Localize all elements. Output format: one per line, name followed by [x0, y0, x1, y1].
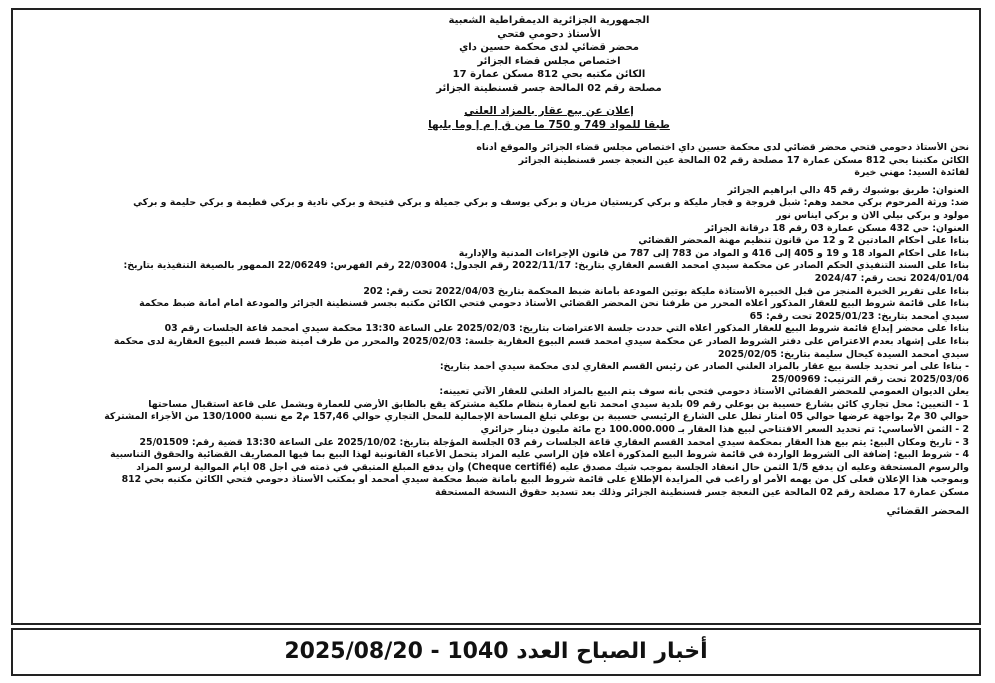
- body-line: - بناءا على أمر تحديد جلسة بيع عقار بالمزاد العلني الصادر عن رئيس القسم العقاري لدى محكمة سيدي أحمد بتاريخ:: [439, 361, 969, 373]
- body-line: 4 - شروط البيع: إضافة الى الشروط الواردة في قائمة شروط البيع المذكورة أعلاه فإن الراسي عليه المزاد يتحمل الأعباء القانونية لهذا البيع بما فيها المصاريف القضائية والحقوق التناسبية: [110, 449, 969, 461]
- body-line: لفائدة السيد: مهني خيرة: [854, 167, 969, 179]
- body-line: 2 - الثمن الأساسي: تم تحديد السعر الافتتاحي لبيع هذا العقار بـ 100.000.000 دج مائة مليون دينار جزائري: [480, 424, 969, 436]
- header-line: الكائن مكتبه بحي 812 مسكن عمارة 17: [452, 69, 646, 80]
- body-line: سيدي أمحمد بتاريخ: 2025/01/23 تحت رقم: 65: [749, 310, 969, 322]
- signature: المحضر القضائي: [886, 505, 969, 517]
- body-line: حوالي 30 م2 بواجهة عرضها حوالي 05 أمتار تطل على الشارع الرئيسي حسيبة بن بوعلي تبلغ المساحة الإجمالية للمحل التجاري حوالي 157,46 م2 مع نسبة 130/1000 من الأجزاء المشتركة: [104, 411, 969, 423]
- notice-header: [369, 14, 729, 95]
- body-line: بناءا على قائمة شروط البيع للعقار المذكور أعلاه المحرر من طرفنا نحن المحضر القضائي الأستاذ دحومي فتحي الكائن مكتبه بجسر قسنطينة الجزائر والمودعة أمام أمانة ضبط محكمة: [139, 298, 969, 310]
- body-line: وبموجب هذا الإعلان فعلى كل من يهمه الأمر أو راغب في المزايدة الإطلاع على قائمة شروط البيع بأمانة ضبط محكمة سيدي أمحمد أو بمكتب الأستاذ دحومي فتحي الكائن مكتبه بحي 812: [121, 474, 969, 486]
- body-line: 3 - تاريخ ومكان البيع: يتم بيع هذا العقار بمحكمة سيدي أمحمد القسم العقاري قاعة الجلسات رقم 03 الجلسة المؤجلة بتاريخ: 2025/10/02 على الساعة 13:30 قضية رقم: 25/01509: [139, 436, 969, 448]
- body-line: بناءا على إشهاد بعدم الاعتراض على دفتر الشروط الصادر عن محكمة سيدي امحمد قسم البيوع العقارية جلسة: 2025/02/03 والمحرر من طرف أمينة ضبط قسم البيوع العقارية لدى محكمة: [113, 335, 969, 347]
- newspaper-footer: أخبار الصباح العدد 1040 - 2025/08/20: [11, 628, 981, 676]
- header-line: الأستاذ دحومي فتحي: [497, 28, 601, 40]
- body-line: والرسوم المستحقة وعليه أن يدفع 1/5 الثمن حال انعقاد الجلسة بموجب شيك مصدق عليه (Cheque certifié) وأن يدفع المبلغ المتبقي في ذمته في أجل 08 أيام الموالية لرسو المزاد: [136, 461, 969, 473]
- notice-title: [369, 104, 729, 132]
- legal-notice-frame: [11, 8, 981, 625]
- body-line: بناءا على السند التنفيذي الحكم الصادر عن محكمة سيدي امحمد القسم العقاري بتاريخ: 2022/11/17 رقم الجدول: 22/03004 رقم الفهرس: 22/06249 الممهور بالصيغة التنفيذية بتاريخ:: [123, 260, 969, 272]
- body-line: ضد: ورثة المرحوم بركي محمد وهم: شبل فروجة و قجار مليكة و بركي كريستيان مزيان و بركي يوسف و بركي جميلة و بركي فتيحة و بركي نادية و بركي فطيمة و بركي حليمة و بركي: [133, 197, 969, 209]
- header-line: الجمهورية الجزائرية الديمقراطية الشعبية: [448, 15, 650, 26]
- body-line: بناءا على تقرير الخبرة المنجز من قبل الخبيرة الأستاذة مليكة بوتين المودعة بأمانة ضبط المحكمة بتاريخ 2022/04/03 تحت رقم: 202: [363, 285, 969, 297]
- body-line: الكائن مكتبنا بحي 812 مسكن عمارة 17 مصلحة رقم 02 المالحة عين النعجة جسر قسنطينة الجزائر: [518, 154, 969, 166]
- body-line: العنوان: حي 432 مسكن عمارة 03 رقم 18 درقانة الجزائر: [704, 222, 969, 234]
- body-line: سيدي أمحمد السيدة كيحال سليمة بتاريخ: 2025/02/05: [717, 348, 969, 360]
- body-line: 2024/01/04 تحت رقم: 2024/47: [814, 272, 969, 284]
- body-line: مسكن عمارة 17 مصلحة رقم 02 المالحة عين النعجة جسر قسنطينة الجزائر وذلك بعد تسديد حقوق النسخة المستحقة: [434, 487, 969, 499]
- notice-body: [25, 142, 969, 518]
- body-line: بناءا على أحكام المادتين 2 و 12 من قانون تنظيم مهنة المحضر القضائي: [638, 235, 969, 247]
- body-line: نحن الأستاذ دحومي فتحي محضر قضائي لدى محكمة حسين داي اختصاص مجلس قضاء الجزائر والموقع أدناه: [476, 142, 969, 153]
- body-line: 2025/03/06 تحت رقم الترتيب: 25/00969: [771, 373, 969, 385]
- body-line: العنوان: طريق بوشبوك رقم 45 دالي ابراهيم الجزائر: [727, 184, 969, 196]
- body-line: مولود و بركي بيلي آلان و بركي ايناس نور: [776, 209, 969, 221]
- header-line: محضر قضائي لدى محكمة حسين داي: [459, 42, 639, 53]
- title-line: إعلان عن بيع عقار بالمزاد العلني: [464, 105, 634, 117]
- header-line: اختصاص مجلس قضاء الجزائر: [477, 55, 621, 67]
- body-line: يعلن الديوان العمومي للمحضر القضائي الأستاذ دحومي فتحي بأنه سوف يتم البيع بالمزاد العلني للعقار الآتي تعيينه:: [439, 386, 969, 398]
- header-line: مصلحة رقم 02 المالحة جسر قسنطينة الجزائر: [436, 82, 662, 94]
- body-line: 1 - التعيين: محل تجاري كائن بشارع حسيبة بن بوعلي رقم 09 بلدية سيدي امحمد تابع لعمارة بنظام ملكية مشتركة يقع بالطابق الأرضي للعمارة ويشمل على قاعة استقبال مساحتها: [148, 398, 969, 410]
- body-line: بناءا على أحكام المواد 18 و 19 و 405 إلى 416 و المواد من 783 إلى 787 من قانون الإجراءات المدنية والإدارية: [458, 247, 969, 259]
- title-line: طبقا للمواد 749 و 750 ما من ق إ م إ وما يليها: [428, 119, 670, 131]
- body-line: بناءا على محضر إيداع قائمة شروط البيع للعقار المذكور أعلاه التي حددت جلسة الاعتراضات بتاريخ: 2025/02/03 على الساعة 13:30 محكمة سيدي أمحمد قاعة الجلسات رقم 03: [164, 323, 969, 335]
